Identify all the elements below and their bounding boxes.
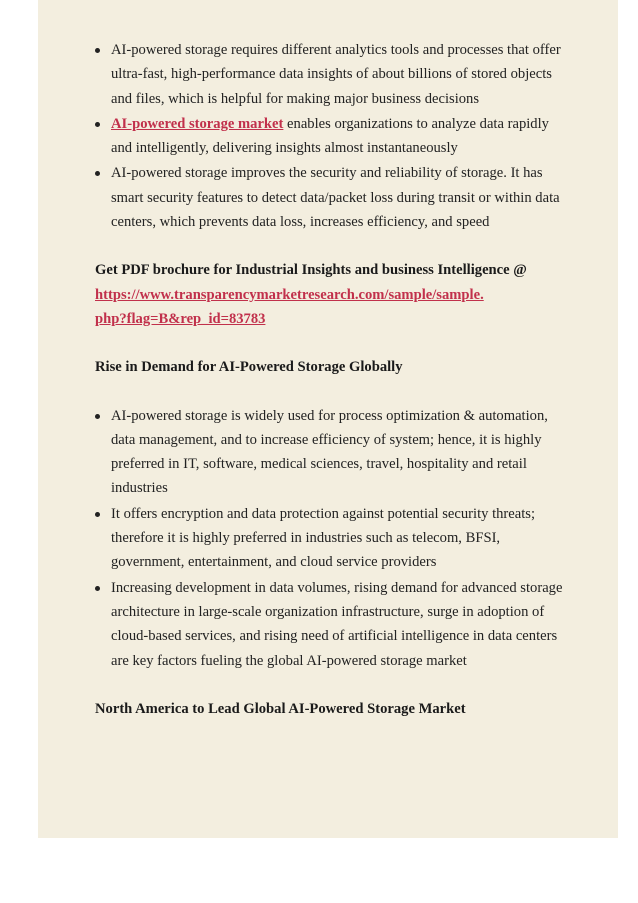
list-item-text: AI-powered storage requires different analytics tools and processes that offer ultra-fast, high-performance data insights of about billions of stored objects and files, which is helpful for making major business decisions [111,42,561,107]
bullet-icon [95,512,100,517]
sample-link[interactable] [95,287,484,327]
list-item [95,161,565,234]
list-item-text: AI-powered storage improves the security and reliability of storage. It has smart security features to detect data/packet loss during transit or within data centers, which prevents data loss, increases efficiency, and speed [111,165,560,231]
bullet-icon [95,48,100,53]
section-heading-north-america: North America to Lead Global AI-Powered Storage Market [95,700,466,717]
pdf-brochure-text: Get PDF brochure for Industrial Insights and business Intelligence @ [95,262,527,279]
section-heading-rise: Rise in Demand for AI-Powered Storage Globally [95,359,403,376]
list-item [95,502,565,575]
ai-storage-market-link[interactable]: AI-powered storage market [111,115,284,132]
bullet-icon [95,122,100,127]
pdf-brochure-callout [95,258,565,331]
list-item [95,576,565,673]
list-item-text: AI-powered storage is widely used for process optimization & automation, data management, and to increase efficiency of system; hence, it is highly preferred in IT, software, medical sciences, travel, hospitality and retail industries [111,407,548,497]
list-item [95,112,565,161]
list-item-text: It offers encryption and data protection against potential security threats; therefore it is highly preferred in industries such as telecom, BFSI, government, entertainment, and cloud service providers [111,505,536,571]
bullet-icon [95,171,100,176]
sample-link-line1: https://www.transparencymarketresearch.com/sample/sample. [95,286,484,303]
bullet-icon [95,586,100,591]
bullet-list-demand [95,404,565,673]
bullet-icon [95,414,100,419]
list-item-text: Increasing development in data volumes, rising demand for advanced storage architecture in large-scale organization infrastructure, surge in adoption of cloud-based services, and rising need of artificial intelligence in data centers are key factors fueling the global AI-powered storage market [111,579,563,669]
document-body [95,38,565,721]
list-item [95,38,565,111]
list-item [95,404,565,501]
bullet-list-benefits [95,38,565,234]
sample-link-line2: php?flag=B&rep_id=83783 [95,310,266,327]
list-item-text: enables organizations to analyze data rapidly and intelligently, delivering insights almost instantaneously [111,115,549,157]
